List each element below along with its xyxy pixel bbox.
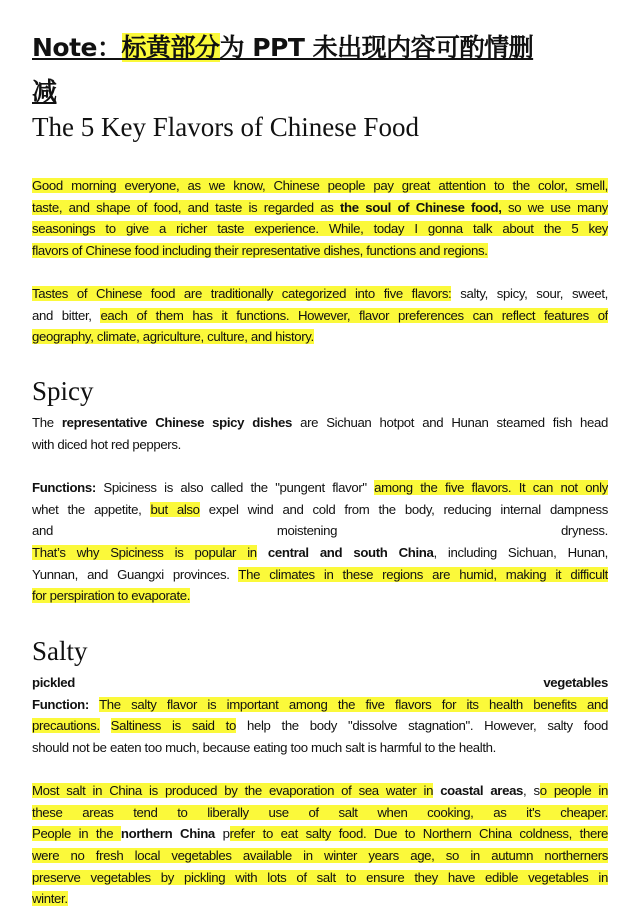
highlighted-text: these areas tend to liberally use of salt when cooking, as it's cheaper. <box>32 804 608 820</box>
highlighted-text: preserve vegetables by pickling with lots of salt to ensure they have edible vegetables in <box>32 869 608 885</box>
highlighted-text: so we use many <box>501 199 608 215</box>
text-line <box>32 564 608 586</box>
text-line <box>32 888 608 910</box>
highlighted-text: precautions. <box>32 718 100 734</box>
text-line <box>32 326 608 348</box>
bold-text: central and south China <box>267 545 434 561</box>
highlighted-text: but also <box>150 501 200 517</box>
bold-text: Function: <box>32 696 89 712</box>
highlighted-text: That’s why Spiciness is popular in <box>32 545 257 561</box>
bold-text: northern China <box>120 826 215 842</box>
text-segment: Yunnan, and Guangxi provinces. <box>32 566 239 582</box>
paragraph-salty-regions <box>32 780 608 910</box>
text-segment: with diced hot red peppers. <box>32 436 181 452</box>
text-line <box>32 434 608 456</box>
text-line <box>32 283 608 305</box>
paragraph-salty-functions <box>32 672 608 759</box>
text-segment: should not be eaten too much, because eating too much salt is harmful to the health. <box>32 740 496 756</box>
highlighted-text: for perspiration to evaporate. <box>32 588 191 604</box>
highlighted-text: flavors of Chinese food including their representative dishes, functions and regions. <box>32 243 488 259</box>
text-segment: , including Sichuan, Hunan, <box>433 545 608 561</box>
text-line <box>32 197 608 219</box>
text-segment: p <box>214 826 230 842</box>
highlighted-text: Good morning everyone, as we know, Chinese people pay great attention to the color, smell, <box>32 178 608 193</box>
text-segment: Spiciness is also called the "pungent flavor" <box>95 480 375 495</box>
text-line <box>32 240 608 262</box>
note-text-cont: 减 <box>32 77 57 106</box>
section-heading-spicy: Spicy <box>32 376 94 406</box>
bold-text: Functions: <box>32 480 96 495</box>
highlighted-text: People in the <box>32 826 121 842</box>
section-heading-salty: Salty <box>32 636 88 666</box>
highlighted-text: taste, and shape of food, and taste is regarded as <box>32 199 341 215</box>
text-line <box>32 477 608 499</box>
bold-text: coastal areas <box>440 783 524 798</box>
paragraph-tastes <box>32 283 608 348</box>
text-line <box>32 715 608 737</box>
note-prefix: Note： <box>32 33 122 62</box>
highlighted-text: were no fresh local vegetables available in winter years age, so in autumn northerners <box>32 848 608 864</box>
text-line <box>32 672 608 694</box>
note-heading <box>32 26 612 114</box>
text-segment: and bitter, <box>32 307 101 323</box>
text-segment: whet the appetite, <box>32 501 151 517</box>
bold-text: pickled vegetables <box>32 675 608 690</box>
text-segment: salty, spicy, sour, sweet, <box>451 286 608 301</box>
text-segment <box>257 545 268 560</box>
text-line <box>32 218 608 240</box>
text-line <box>32 175 608 197</box>
text-line <box>32 737 608 759</box>
text-segment: are Sichuan hotpot and Hunan steamed fish head <box>291 415 608 430</box>
text-line <box>32 802 608 824</box>
text-line <box>32 305 608 327</box>
highlighted-text: geography, climate, agriculture, culture, and history. <box>32 329 314 345</box>
paragraph-spicy-dishes <box>32 412 608 455</box>
highlighted-text: The climates in these regions are humid, making it difficult <box>238 566 608 582</box>
highlighted-text: seasonings to give a richer taste experience. While, today I gonna talk about the 5 key <box>32 221 608 237</box>
highlighted-text: winter. <box>32 891 68 907</box>
text-line <box>32 542 608 564</box>
text-line <box>32 412 608 434</box>
text-line <box>32 694 608 716</box>
text-segment: , s <box>523 783 540 798</box>
text-line <box>32 499 608 521</box>
text-segment: help the body "dissolve stagnation". However, salty food <box>235 718 608 734</box>
note-text: 为 PPT 未出现内容可酌情删 <box>219 33 534 62</box>
highlighted-text: o people in <box>539 783 608 798</box>
highlighted-text: Tastes of Chinese food are traditionally categorized into five flavors: <box>32 286 452 301</box>
text-line <box>32 823 608 845</box>
text-line <box>32 845 608 867</box>
text-line <box>32 520 608 542</box>
paragraph-intro <box>32 175 608 262</box>
highlighted-text: The salty flavor is important among the five flavors for its health benefits and <box>99 696 608 712</box>
text-segment <box>89 697 99 712</box>
note-highlighted-text: 标黄部分 <box>121 33 220 62</box>
text-line <box>32 780 608 802</box>
highlighted-text: Saltiness is said to <box>110 718 236 734</box>
text-line <box>32 867 608 889</box>
bold-text: representative Chinese spicy dishes <box>61 415 292 430</box>
highlighted-text: the soul of Chinese food, <box>340 199 502 215</box>
highlighted-text: Most salt in China is produced by the evaporation of sea water in <box>32 783 434 798</box>
text-segment: expel wind and cold from the body, reducing internal dampness <box>199 501 608 517</box>
highlighted-text: among the five flavors. It can not only <box>374 480 608 495</box>
highlighted-text: each of them has it functions. However, flavor preferences can reflect features of <box>100 307 608 323</box>
text-segment <box>100 718 111 733</box>
document-title: The 5 Key Flavors of Chinese Food <box>32 112 419 142</box>
text-segment: The <box>32 415 62 430</box>
text-segment: and moistening dryness. <box>32 523 608 539</box>
paragraph-spicy-functions <box>32 477 608 607</box>
highlighted-text: refer to eat salty food. Due to Northern China coldness, there <box>229 826 608 842</box>
text-line <box>32 585 608 607</box>
